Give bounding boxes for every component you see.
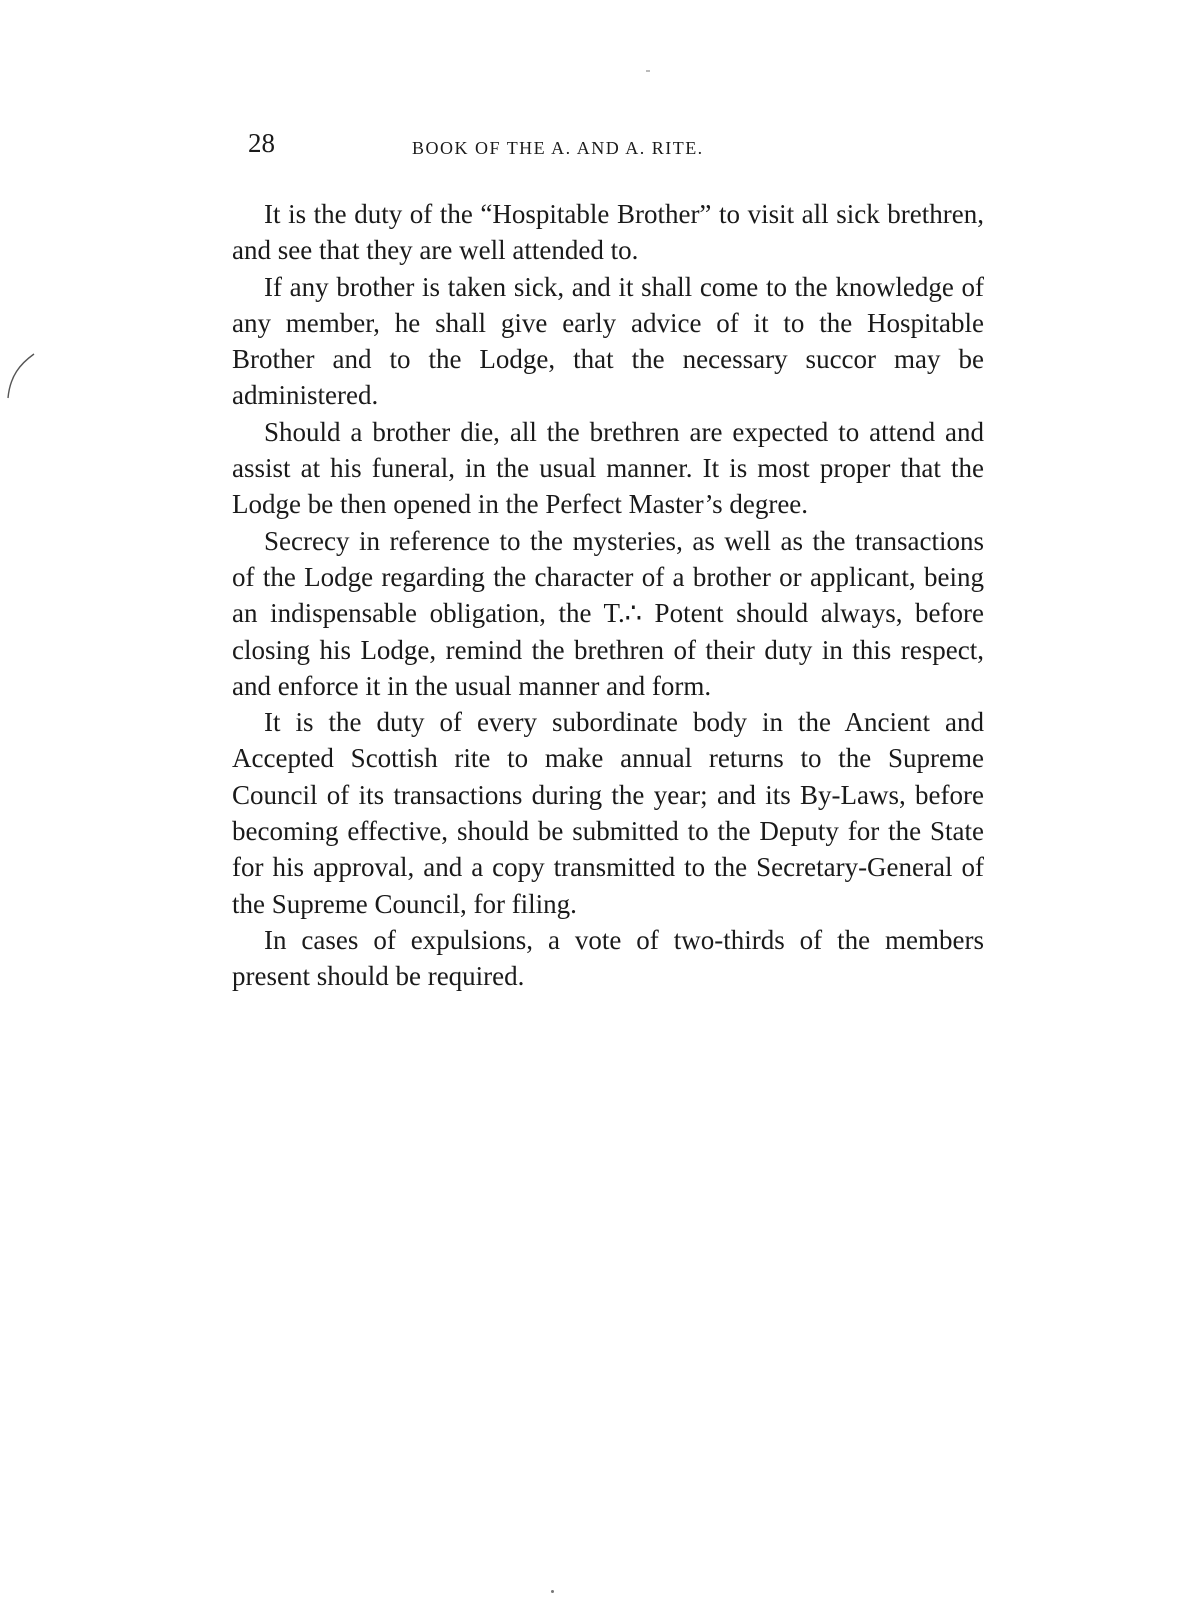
- running-header: [240, 128, 980, 168]
- paragraph-annual-returns: It is the duty of every subordinate body in the Ancient and Accepted Scottish rite to make annual returns to the Supreme Council of its transactions during the year; and its By-Laws, before becoming effective, should be submitted to the Deputy for the State for his approval, and a copy transmitted to the Secretary-General of the Supreme Council, for filing.: [232, 707, 984, 919]
- margin-pencil-mark: [0, 350, 40, 410]
- paragraph-expulsions: In cases of expulsions, a vote of two-thirds of the members present should be required.: [232, 924, 984, 992]
- paragraph-hospitable-brother: It is the duty of the “Hospitable Brother” to visit all sick brethren, and see that they are well attended to.: [232, 199, 984, 266]
- speck-bottom: [551, 1590, 554, 1593]
- speck-top: [646, 70, 650, 72]
- running-head-title: BOOK OF THE A. AND A. RITE.: [412, 138, 704, 158]
- body-text: [232, 196, 984, 995]
- paragraph-secrecy: Secrecy in reference to the mysteries, as well as the transactions of the Lodge regarding the character of a brother or applicant, being an indispensable obligation, the T.∴ Potent should always, before closing his Lodge, remind the brethren of their duty in this respect, and enforce it in the usual manner and form.: [232, 525, 984, 701]
- paragraph-brother-dies: Should a brother die, all the brethren are expected to attend and assist at his funeral, in the usual manner. It is most proper that the Lodge be then opened in the Perfect Master’s degree.: [232, 416, 984, 520]
- page-number: 28: [248, 128, 275, 158]
- paragraph-brother-sick: If any brother is taken sick, and it shall come to the knowledge of any member, he shall give early advice of it to the Hospitable Brother and to the Lodge, that the necessary succor may be administered.: [232, 271, 984, 411]
